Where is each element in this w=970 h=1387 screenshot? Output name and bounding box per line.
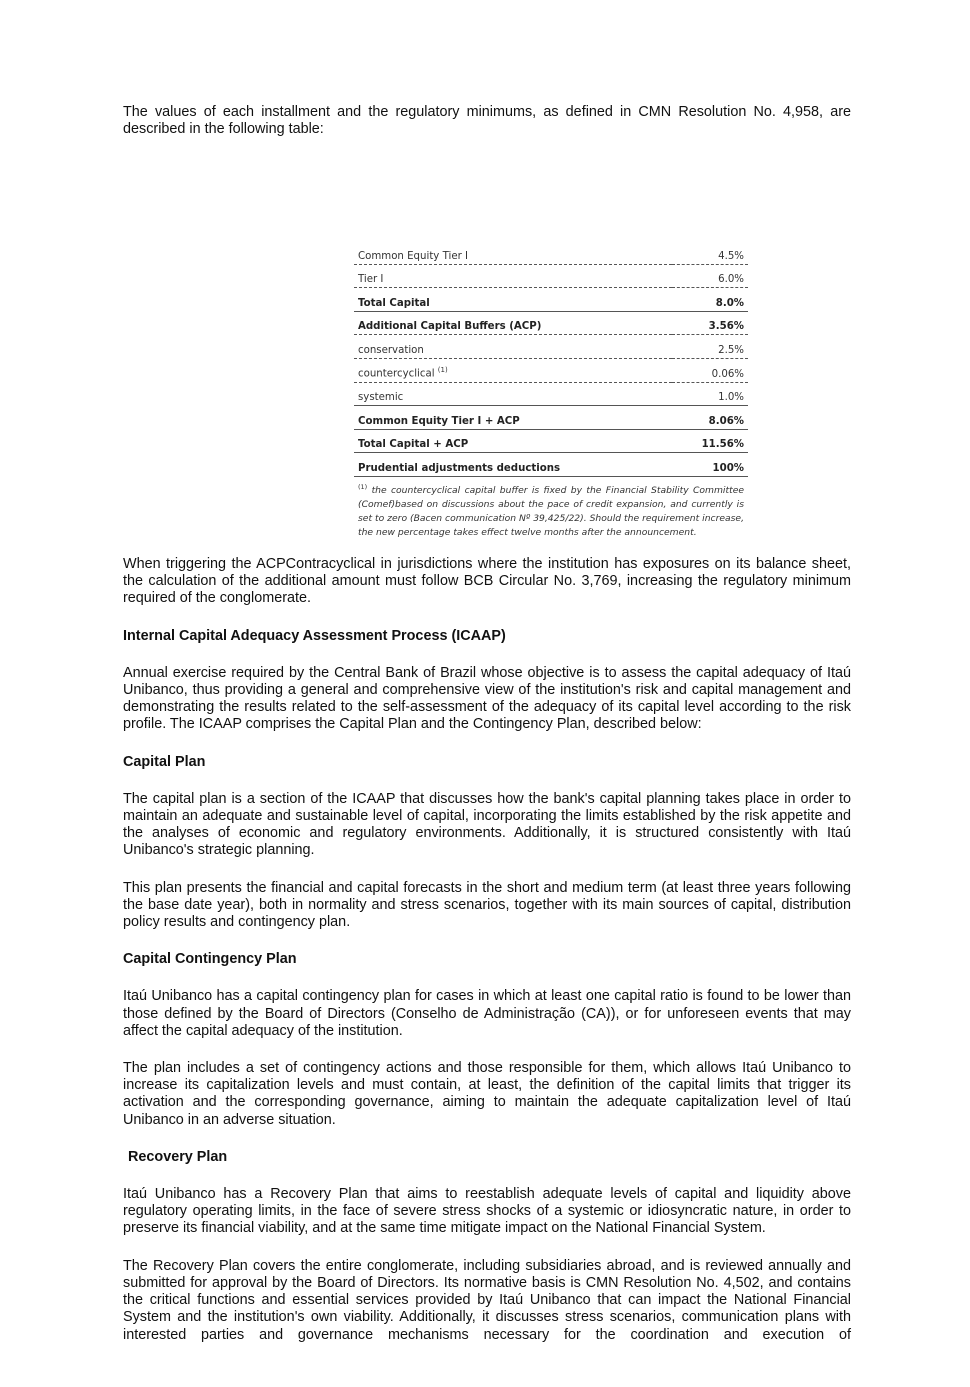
row-label: Common Equity Tier I + ACP (354, 406, 672, 430)
icaap-paragraph: Annual exercise required by the Central Bank of Brazil whose objective is to assess the capital adequacy of Itaú Unibanco, thus providing a general and comprehensive view of the institution's risk and capital management and demonstrating the results related to the self-assessment of the adequacy of its capital level according to the risk profile. The ICAAP comprises the Capital Plan and the Contingency Plan, described below: (123, 664, 851, 733)
table-row (354, 335, 748, 359)
table-row (354, 453, 748, 477)
row-value: 2.5% (672, 335, 748, 359)
contingency-plan-heading: Capital Contingency Plan (123, 951, 297, 968)
table-row (354, 288, 748, 312)
row-label: Prudential adjustments deductions (354, 453, 672, 477)
row-value: 0.06% (672, 358, 748, 382)
main-content (123, 556, 851, 1344)
recovery-plan-paragraph-2: The Recovery Plan covers the entire conglomerate, including subsidiaries abroad, and is reviewed annually and submitted for approval by the Board of Directors. Its normative basis is CMN Resolution No. 4,502, and contains the critical functions and essential services provided by Itaú Unibanco that can impact the National Financial System and the institution's own viability. Additionally, it discusses stress scenarios, communication plans with interested parties and governance mechanisms necessary for the coordination and execution of (123, 1257, 851, 1343)
row-label: conservation (354, 335, 672, 359)
table-row (354, 311, 748, 335)
table-row (354, 429, 748, 453)
contingency-plan-paragraph-1: Itaú Unibanco has a capital contingency plan for cases in which at least one capital ratio is found to be lower than those defined by the Board of Directors (Conselho de Administração (CA)), or for unforeseen events that may affect the capital adequacy of the institution. (123, 988, 851, 1039)
capital-plan-paragraph-2: This plan presents the financial and capital forecasts in the short and medium term (at least three years following the base date year), both in normality and stress scenarios, together with its main sources of capital, distribution policy results and contingency plan. (123, 879, 851, 931)
row-value: 8.06% (672, 406, 748, 430)
table-row (354, 241, 748, 264)
row-value: 100% (672, 453, 748, 477)
recovery-plan-heading: Recovery Plan (128, 1148, 228, 1165)
table-row (354, 358, 748, 382)
row-value: 1.0% (672, 382, 748, 406)
table-row (354, 382, 748, 406)
footnote-marker: (1) (437, 366, 448, 375)
row-label: systemic (354, 382, 672, 406)
table-row (354, 406, 748, 430)
row-value: 4.5% (672, 241, 748, 264)
row-value: 3.56% (672, 311, 748, 335)
row-label: Additional Capital Buffers (ACP) (354, 311, 672, 335)
recovery-plan-paragraph-1: Itaú Unibanco has a Recovery Plan that aims to reestablish adequate levels of capital and liquidity above regulatory operating limits, in the face of severe stress shocks of a systemic or idiosyncratic nature, in order to preserve its financial viability, and at the same time mitigate impact on the National Financial System. (123, 1186, 851, 1237)
row-label: countercyclical (358, 368, 435, 380)
row-label: Total Capital + ACP (354, 429, 672, 453)
capital-plan-paragraph-1: The capital plan is a section of the ICAAP that discusses how the bank's capital planning takes place in order to maintain an adequate and sustainable level of capital, incorporating the limits established by the risk appetite and the analyses of economic and regulatory environments. Additionally, it is structured consistently with Itaú Unibanco's strategic planning. (123, 790, 851, 859)
footnote-text: the countercyclical capital buffer is fixed by the Financial Stability Committee (Comef)based on discussions about the pace of credit expansion, and currently is set to zero (Bacen communication Nº 39,425/22). Should the requirement increase, the new percentage takes effect twelve months after the announcement. (358, 485, 744, 538)
row-label-cell (354, 358, 672, 382)
row-value: 8.0% (672, 288, 748, 312)
row-label: Tier I (354, 264, 672, 288)
table-row (354, 264, 748, 288)
acp-paragraph: When triggering the ACPContracyclical in jurisdictions where the institution has exposures on its balance sheet, the calculation of the additional amount must follow BCB Circular No. 3,769, increasing the regulatory minimum required of the conglomerate. (123, 556, 851, 607)
row-label: Total Capital (354, 288, 672, 312)
table-footnote (354, 480, 748, 540)
capital-requirements-table (354, 241, 748, 540)
row-label: Common Equity Tier I (354, 241, 672, 264)
footnote-marker: (1) (358, 482, 368, 491)
contingency-plan-paragraph-2: The plan includes a set of contingency actions and those responsible for them, which allows Itaú Unibanco to increase its capitalization levels and must contain, at least, the definition of the capital limits that trigger its activation and the corresponding governance, aiming to maintain the adequate capitalization level of Itaú Unibanco in an adverse situation. (123, 1060, 851, 1128)
row-value: 11.56% (672, 429, 748, 453)
row-value: 6.0% (672, 264, 748, 288)
icaap-heading: Internal Capital Adequacy Assessment Process (ICAAP) (123, 627, 506, 644)
intro-paragraph: The values of each installment and the regulatory minimums, as defined in CMN Resolution No. 4,958, are described in the following table: (123, 104, 851, 138)
capital-plan-heading: Capital Plan (123, 753, 206, 770)
capital-table (354, 241, 748, 477)
